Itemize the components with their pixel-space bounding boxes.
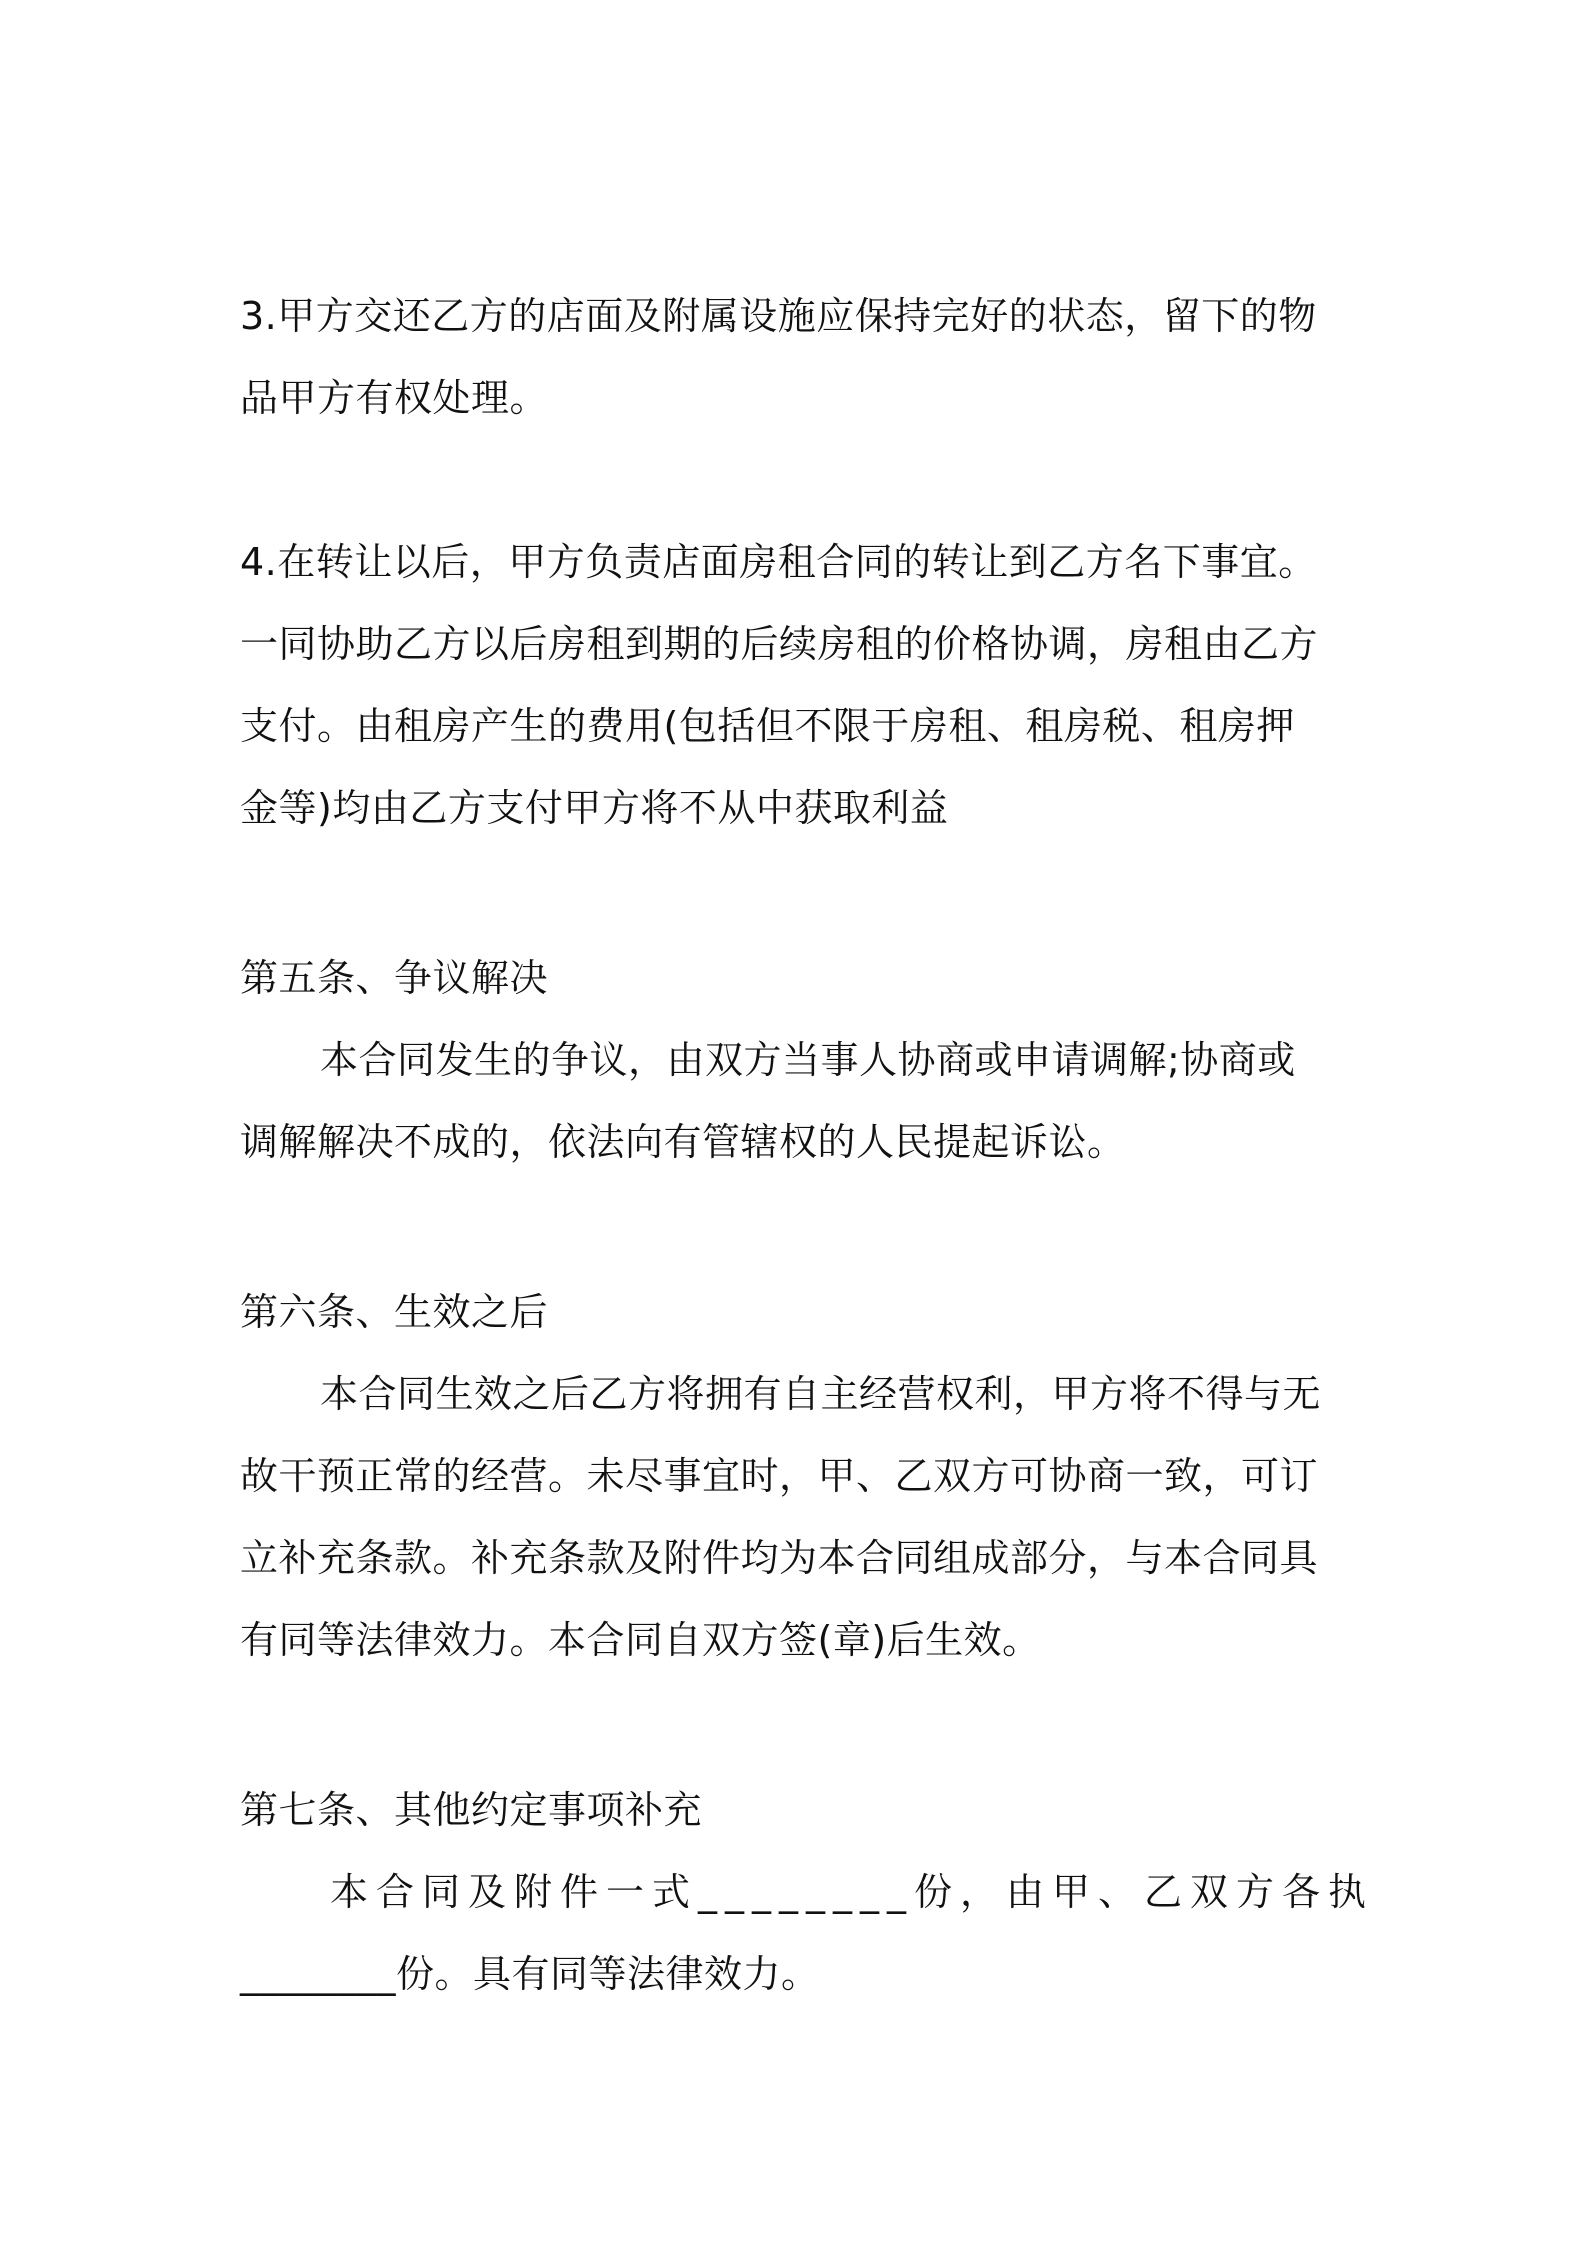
article-5-line-2: 调解解决不成的，依法向有管辖权的人民提起诉讼。 xyxy=(240,1120,1126,1164)
clause-3-line-2: 品甲方有权处理。 xyxy=(240,376,549,420)
article-7-heading: 第七条、其他约定事项补充 xyxy=(240,1788,703,1832)
clause-4-line-2: 一同协助乙方以后房租到期的后续房租的价格协调，房租由乙方 xyxy=(240,622,1319,666)
article-5-heading: 第五条、争议解决 xyxy=(240,956,549,1000)
article-5-line-1: 本合同发生的争议，由双方当事人协商或申请调解;协商或 xyxy=(320,1038,1296,1082)
article-6-heading: 第六条、生效之后 xyxy=(240,1290,549,1334)
article-7-line-1: 本合同及附件一式________份，由甲、乙双方各执 xyxy=(330,1870,1375,1914)
clause-4-line-1: 4.在转让以后，甲方负责店面房租合同的转让到乙方名下事宜。 xyxy=(240,540,1317,584)
article-6-line-4: 有同等法律效力。本合同自双方签(章)后生效。 xyxy=(240,1618,1041,1662)
article-6-line-1: 本合同生效之后乙方将拥有自主经营权利，甲方将不得与无 xyxy=(320,1372,1322,1416)
article-6-line-3: 立补充条款。补充条款及附件均为本合同组成部分，与本合同具 xyxy=(240,1536,1319,1580)
clause-4-line-4: 金等)均由乙方支付甲方将不从中获取利益 xyxy=(240,786,949,830)
article-6-line-2: 故干预正常的经营。未尽事宜时，甲、乙双方可协商一致，可订 xyxy=(240,1454,1319,1498)
article-7-line-2: ________份。具有同等法律效力。 xyxy=(240,1952,820,1996)
clause-4-line-3: 支付。由租房产生的费用(包括但不限于房租、租房税、租房押 xyxy=(240,704,1295,748)
clause-3-line-1: 3.甲方交还乙方的店面及附属设施应保持完好的状态，留下的物 xyxy=(240,294,1317,338)
